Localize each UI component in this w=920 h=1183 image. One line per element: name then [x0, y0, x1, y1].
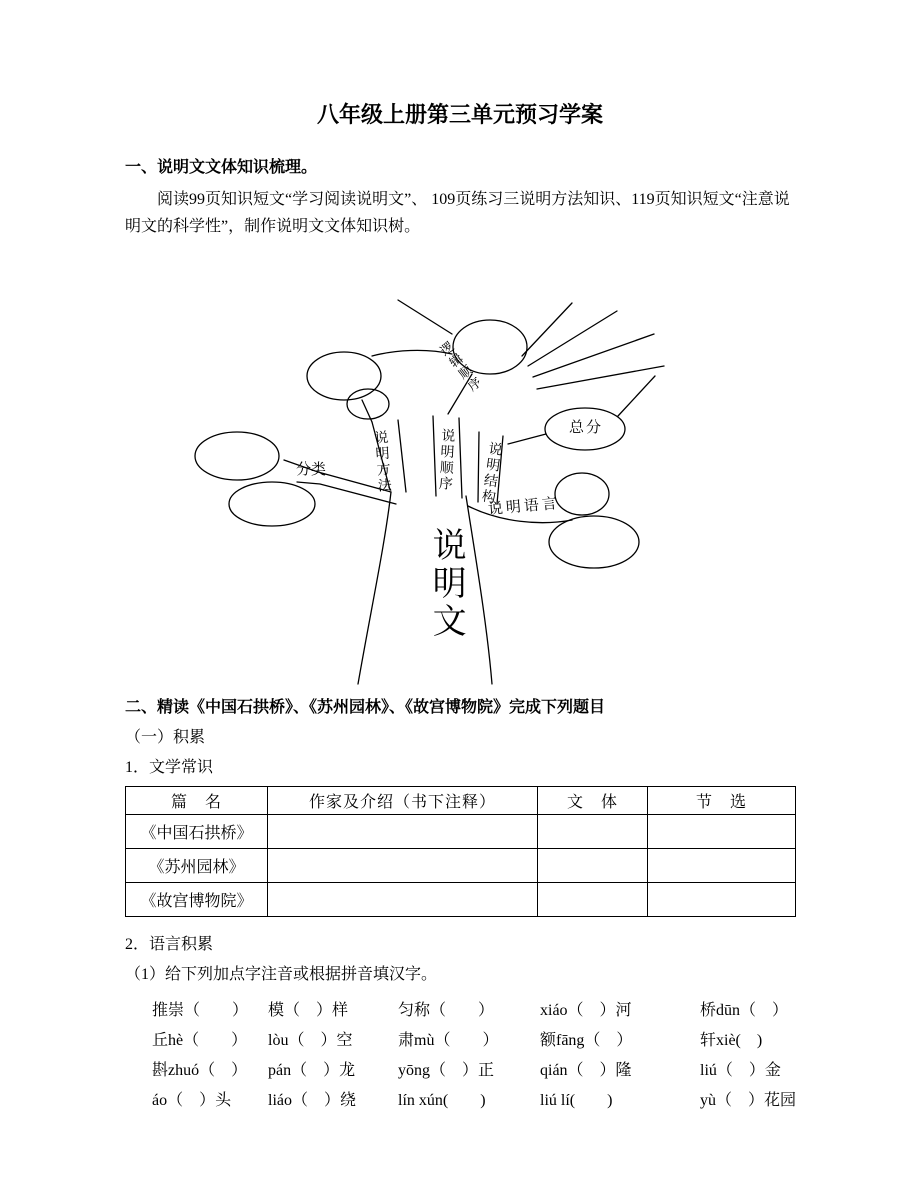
- table-cell-title: 《中国石拱桥》: [126, 815, 268, 849]
- section1-heading: 一、说明文文体知识梳理。: [125, 159, 318, 176]
- table-cell-blank: [648, 883, 796, 917]
- pinyin-item: 斟zhuó（ ）: [152, 1061, 248, 1079]
- table-header-row: [126, 787, 796, 815]
- pinyin-item: 丘hè（ ）: [152, 1031, 248, 1049]
- pinyin-item: liáo（ ）绕: [268, 1091, 356, 1109]
- pinyin-item: 轩xiè( ): [700, 1031, 763, 1049]
- tree-bubbles: [195, 320, 639, 568]
- pinyin-item: 推崇（ ）: [152, 1001, 249, 1019]
- subsection-accumulate: （一）积累: [125, 729, 206, 746]
- table-row: [126, 849, 796, 883]
- intro-paragraph: 阅读99页知识短文“学习阅读说明文”、 109页练习三说明方法知识、119页知识短文“注意说明文的科学性”，制作说明文文体知识树。: [125, 191, 790, 235]
- table-cell-blank: [538, 883, 648, 917]
- tree-label-logic-order: 逻辑顺序: [435, 339, 485, 396]
- tree-bubble: [549, 516, 639, 568]
- table-header-title: 篇 名: [126, 787, 268, 815]
- pinyin-exercise-row: [125, 1083, 795, 1113]
- tree-label-trunk: 说明文: [427, 527, 465, 641]
- table-row: [126, 815, 796, 849]
- tree-label-category: 分类: [296, 462, 327, 478]
- pinyin-item: 额fāng（ ）: [540, 1031, 633, 1049]
- table-cell-blank: [268, 815, 538, 849]
- pinyin-item: liú（ ）金: [700, 1061, 781, 1079]
- table-header-author: 作家及介绍（书下注释）: [268, 787, 538, 815]
- pinyin-exercise-row: [125, 993, 795, 1023]
- pinyin-item: yōng（ ）正: [398, 1061, 495, 1079]
- tree-label-method: 说明方法: [371, 429, 392, 495]
- tree-bubble: [229, 482, 315, 526]
- pinyin-item: yù（ ）花园: [700, 1091, 797, 1109]
- tree-bubble: [195, 432, 279, 480]
- tree-label-structure: 说明结构: [478, 440, 503, 506]
- literature-table: [125, 786, 796, 917]
- table-cell-title: 《苏州园林》: [126, 849, 268, 883]
- pinyin-item: lín xún( ): [398, 1091, 486, 1109]
- tree-bubble: [307, 352, 381, 400]
- pinyin-item: 肃mù（ ）: [398, 1031, 499, 1049]
- table-cell-blank: [268, 849, 538, 883]
- table-cell-title: 《故宫博物院》: [126, 883, 268, 917]
- tree-label-language: 说明语言: [487, 495, 561, 519]
- table-cell-blank: [648, 815, 796, 849]
- pinyin-item: liú lí( ): [540, 1091, 613, 1109]
- page-title: 八年级上册第三单元预习学案: [316, 102, 603, 127]
- table-header-excerpt: 节 选: [648, 787, 796, 815]
- table-header-genre: 文 体: [538, 787, 648, 815]
- section2-heading: 二、精读《中国石拱桥》、《苏州园林》、《故宫博物院》完成下列题目: [125, 699, 606, 716]
- pinyin-item: 模（ ）样: [268, 1001, 349, 1019]
- table-row: [126, 883, 796, 917]
- tree-branches: [284, 300, 664, 684]
- pinyin-item: áo（ ）头: [152, 1091, 232, 1109]
- tree-label-zongfen: 总分: [569, 420, 604, 436]
- knowledge-tree-diagram: [125, 244, 795, 694]
- pinyin-exercise-row: [125, 1053, 795, 1083]
- tree-label-order: 说明顺序: [436, 427, 455, 493]
- pinyin-exercise-row: [125, 1023, 795, 1053]
- pinyin-item: lòu（ ）空: [268, 1031, 353, 1049]
- pinyin-item: xiáo（ ）河: [540, 1001, 632, 1019]
- table-cell-blank: [538, 815, 648, 849]
- pinyin-item: qián（ ）隆: [540, 1061, 632, 1079]
- exercise-instruction: （1）给下列加点字注音或根据拼音填汉字。: [125, 966, 438, 983]
- pinyin-item: pán（ ）龙: [268, 1061, 356, 1079]
- table-cell-blank: [538, 849, 648, 883]
- pinyin-item: 匀称（ ）: [398, 1001, 495, 1019]
- tree-bubble: [555, 473, 609, 515]
- table-cell-blank: [268, 883, 538, 917]
- table-cell-blank: [648, 849, 796, 883]
- item-language-accumulate: 2．语言积累: [125, 936, 214, 953]
- item-literary-knowledge: 1．文学常识: [125, 759, 214, 776]
- pinyin-item: 桥dūn（ ）: [700, 1001, 789, 1019]
